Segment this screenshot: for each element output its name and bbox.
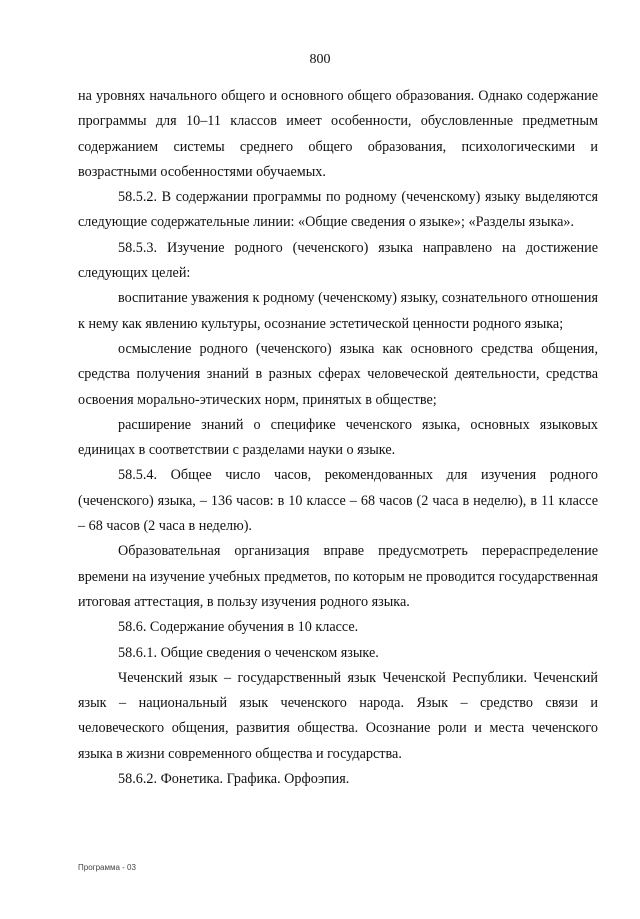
paragraph-goal-knowledge: расширение знаний о специфике чеченского языка, основных языковых единицах в соответствии с разделами науки о языке.: [78, 416, 598, 459]
paragraph-continuation: на уровнях начального общего и основного общего образования. Однако содержание программы для 10–11 классов имеет особенности, обусловленные предметным содержанием системы среднего общего образования, психологическими и возрастными особенностями обучаемых.: [78, 88, 598, 180]
paragraph-58-5-4: 58.5.4. Общее число часов, рекомендованных для изучения родного (чеченского) языка, – 136 часов: в 10 классе – 68 часов (2 часа в неделю), в 11 классе – 68 часов (2 часа в неделю).: [78, 467, 598, 535]
paragraph-state-language: Чеченский язык – государственный язык Чеченской Республики. Чеченский язык – национальный язык чеченского народа. Язык – средство связи и человеческого общения, развития общества. Осознание роли и места чеченского языка в жизни современного общества и государства.: [78, 669, 598, 762]
paragraph-58-5-3: 58.5.3. Изучение родного (чеченского) языка направлено на достижение следующих целей:: [78, 239, 598, 282]
document-body: [78, 84, 598, 792]
page-footer: Программа - 03: [78, 863, 136, 872]
paragraph-58-5-2: 58.5.2. В содержании программы по родному (чеченскому) языку выделяются следующие содержательные линии: «Общие сведения о языке»; «Разделы языка».: [78, 189, 598, 231]
heading-58-6-1: 58.6.1. Общие сведения о чеченском языке.: [118, 644, 379, 661]
heading-58-6: 58.6. Содержание обучения в 10 классе.: [118, 619, 359, 636]
paragraph-goal-understanding: осмысление родного (чеченского) языка как основного средства общения, средства получения знаний в разных сферах человеческой деятельности, средства освоения морально-этических норм, принятых в обществе;: [78, 340, 598, 408]
page-number: 800: [309, 52, 331, 67]
paragraph-redistribution: Образовательная организация вправе предусмотреть перераспределение времени на изучение учебных предметов, по которым не проводится государственная итоговая аттестация, в пользу изучения родного языка.: [78, 543, 598, 610]
heading-58-6-2: 58.6.2. Фонетика. Графика. Орфоэпия.: [118, 771, 350, 788]
paragraph-goal-respect: воспитание уважения к родному (чеченскому) языку, сознательного отношения к нему как явлению культуры, осознание эстетической ценности родного языка;: [78, 290, 598, 332]
